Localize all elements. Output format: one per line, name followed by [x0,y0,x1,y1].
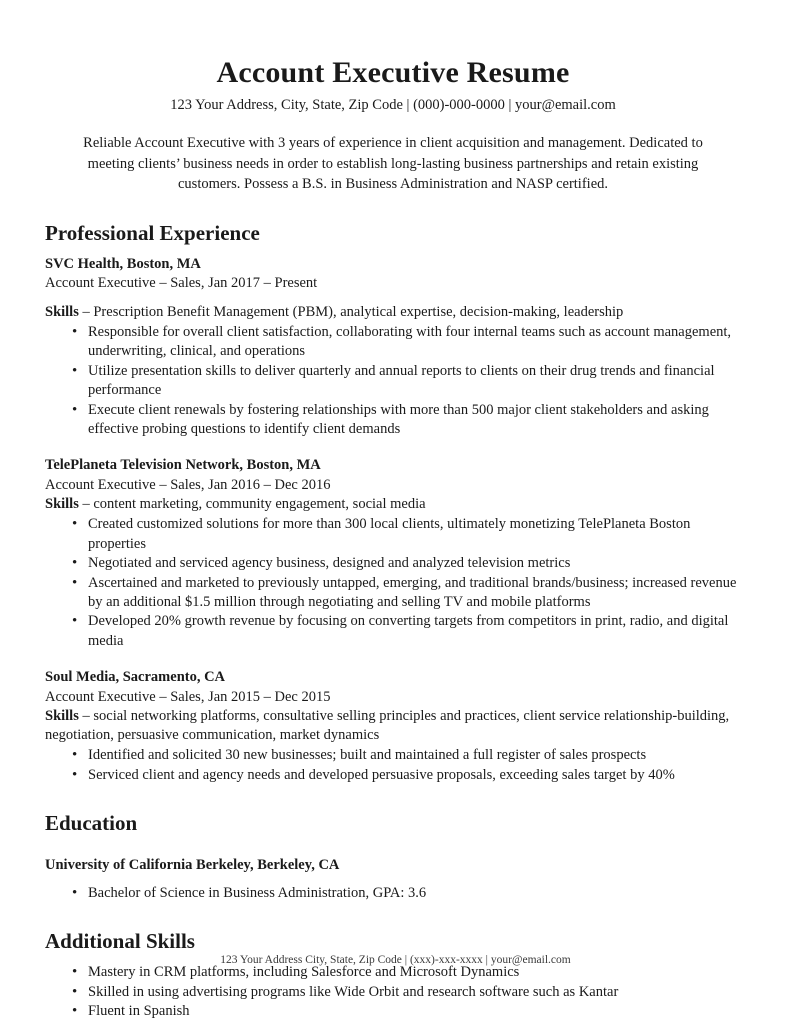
skills-label: Skills [45,303,79,320]
skills-label: Skills [45,707,79,724]
list-item: • Skilled in using advertising programs like Wide Orbit and research software such as Kantar [45,983,741,1002]
skills-text: – social networking platforms, consultative selling principles and practices, client service relationship-building, negotiation, persuasive communication, market dynamics [45,707,730,744]
list-item: • Created customized solutions for more than 300 local clients, ultimately monetizing TelePlaneta Boston properties [45,515,741,554]
list-item: • Responsible for overall client satisfaction, collaborating with four internal teams such as account management, underwriting, clinical, and operations [45,323,741,362]
job-bullet-list [45,746,741,785]
job-entry [45,456,741,651]
section-heading-experience: Professional Experience [45,220,260,245]
page-footer: 123 Your Address City, State, Zip Code | (xxx)-xxx-xxxx | your@email.com [220,954,571,967]
job-company: SVC Health, Boston, MA [45,256,201,273]
section-education [45,811,741,903]
list-item: • Developed 20% growth revenue by focusing on converting targets from competitors in print, radio, and digital media [45,612,741,651]
list-item: • Utilize presentation skills to deliver quarterly and annual reports to clients on their drug trends and financial performance [45,362,741,401]
job-skills [45,495,741,514]
section-professional-experience [45,221,741,785]
job-skills [45,303,741,322]
section-heading-additional-skills: Additional Skills [45,929,195,954]
list-item: • Mastery in CRM platforms, including Salesforce and Microsoft Dynamics [45,963,741,982]
job-company: TelePlaneta Television Network, Boston, MA [45,457,321,474]
job-role: Account Executive – Sales, Jan 2017 – Present [45,275,318,292]
section-additional-skills [45,929,741,1021]
job-entry [45,668,741,785]
list-item: • Negotiated and serviced agency business, designed and analyzed television metrics [45,554,741,573]
job-company: Soul Media, Sacramento, CA [45,669,226,686]
education-school: University of California Berkeley, Berkeley, CA [45,857,340,874]
skills-text: – Prescription Benefit Management (PBM), analytical expertise, decision-making, leadership [78,303,624,320]
section-heading-education: Education [45,811,138,836]
job-bullet-list [45,323,741,440]
skills-text: – content marketing, community engagement, social media [78,496,426,513]
list-item: • Serviced client and agency needs and developed persuasive proposals, exceeding sales target by 40% [45,766,741,785]
job-role: Account Executive – Sales, Jan 2016 – Dec 2016 [45,476,331,493]
education-bullet-list [45,884,741,903]
resume-header [45,0,741,115]
list-item: • Fluent in Spanish [45,1002,741,1021]
list-item: • Bachelor of Science in Business Administration, GPA: 3.6 [45,884,741,903]
job-role: Account Executive – Sales, Jan 2015 – Dec 2015 [45,688,331,705]
contact-line: 123 Your Address, City, State, Zip Code | (000)-000-0000 | your@email.com [170,96,616,113]
job-skills [45,707,741,746]
skills-label: Skills [45,496,79,513]
job-entry [45,255,741,439]
list-item: • Execute client renewals by fostering relationships with more than 500 major client stakeholders and asking effective probing questions to identify client demands [45,401,741,440]
professional-summary: Reliable Account Executive with 3 years of experience in client acquisition and management. Dedicated to meeting clients’ business needs in order to establish long-lasting business partnerships and retain existing customers. Possess a B.S. in Business Administration and NASP certified. [83,135,703,193]
resume-title: Account Executive Resume [216,56,570,89]
job-bullet-list [45,515,741,651]
list-item: • Ascertained and marketed to previously untapped, emerging, and traditional brands/business; increased revenue by an additional $1.5 million through negotiating and selling TV and mobile platforms [45,574,741,613]
list-item: • Identified and solicited 30 new businesses; built and maintained a full register of sales prospects [45,746,741,765]
additional-skills-bullet-list [45,963,741,1021]
